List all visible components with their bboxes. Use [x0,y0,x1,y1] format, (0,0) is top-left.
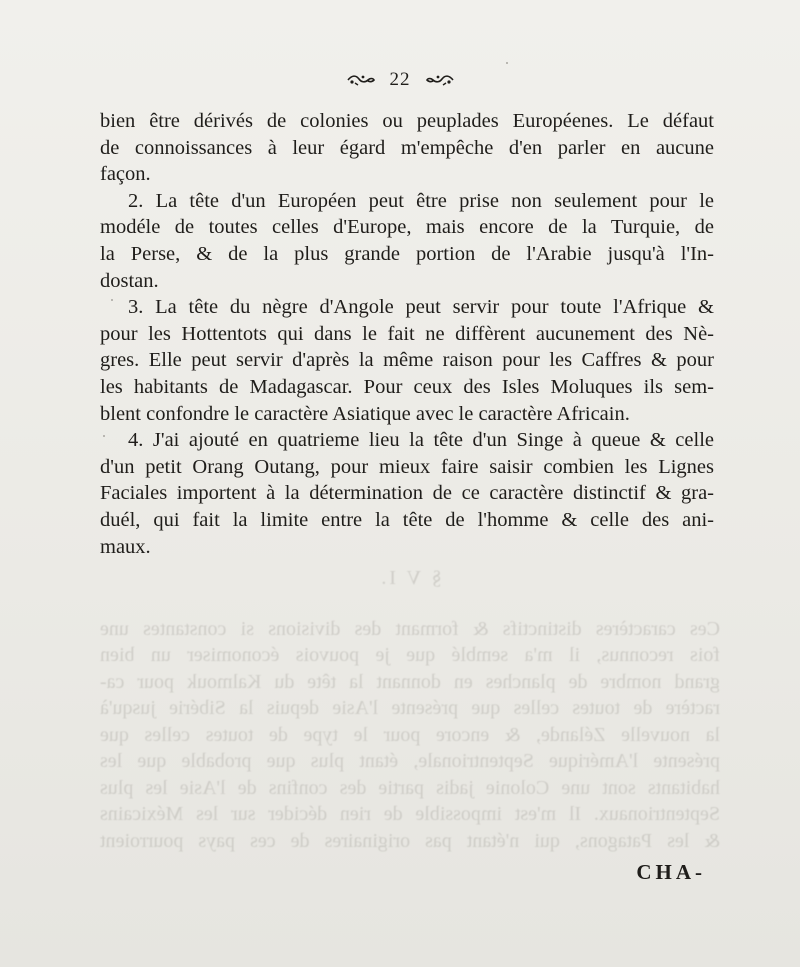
paper-speck [103,435,105,437]
text-line: gres. Elle peut servir d'après la même raison pour les Caffres & pour [100,349,714,372]
text-line: pour les Hottentots qui dans le fait ne diffèrent aucunement des Nè- [100,322,714,345]
text-line: modéle de toutes celles d'Europe, mais encore de la Turquie, de [100,216,714,239]
text-line: les habitants de Madagascar. Pour ceux des Isles Moluques ils sem- [100,375,714,398]
text-line: dostan. [100,269,159,292]
running-head [0,66,800,94]
text-line: 3. La tête du nègre d'Angole peut servir pour toute l'Afrique & [128,296,714,319]
text-line: duél, qui fait la limite entre la tête de l'homme & celle des ani- [100,508,714,531]
text-line: d'un petit Orang Outang, pour mieux faire saisir combien les Lignes [100,455,714,478]
text-line: la Perse, & de la plus grande portion de l'Arabie jusqu'à l'In- [100,242,714,265]
text-line: maux. [100,535,151,558]
paper-speck [111,299,113,301]
text-line: 2. La tête d'un Européen peut être prise non seulement pour le [128,189,714,212]
catchword: CHA- [636,860,706,884]
page-number: 22 [389,69,411,90]
right-fleuron-icon [425,73,455,87]
text-line: blent confondre le caractère Asiatique avec le caractère Africain. [100,402,630,425]
text-line: 4. J'ai ajouté en quatrieme lieu la tête d'un Singe à queue & celle [128,429,714,452]
show-through-text: § V I. Ces caractères distinctifs & formant des divisions si constantes une fois reconnus, il m'a semblé que je pouvois économiser un bien grand nombre de planches en donnant la tête du Kalmouk pour ca- ractère de toutes celles que présente l'Asie depuis la Sibérie jusqu'à la nouvelle Zélande, & encore pour le type de toutes celles que présente l'Amérique Septentrionale, étant plus que probable que les habitants sont une Colonie jadis partie des confins de l'Asie les plus Septentrionaux. Il m'est impossible de rien décider sur les Méxicains & les Patagons, qui n'étant pas originaires de ces pays pourroient [100,567,720,852]
text-line: façon. [100,163,151,186]
paper-speck [506,62,508,64]
text-line: bien être dérivés de colonies ou peuplades Européenes. Le défaut [100,110,714,132]
left-fleuron-icon [346,73,376,87]
text-line: Faciales importent à la détermination de ce caractère distinctif & gra- [100,482,714,505]
body-text [100,108,714,560]
text-line: de connoissances à leur égard m'empêche d'en parler en aucune [100,136,714,159]
